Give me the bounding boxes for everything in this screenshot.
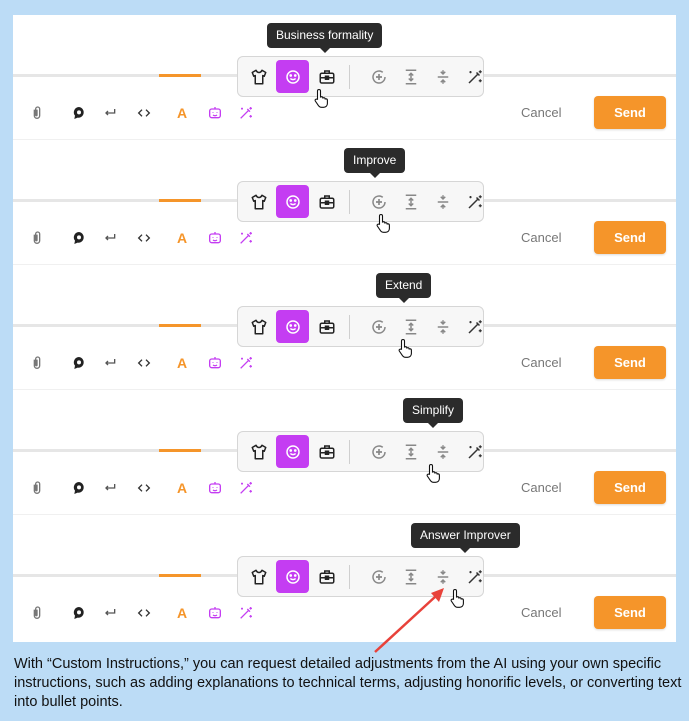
briefcase-icon [318,318,336,336]
briefcase-icon [318,193,336,211]
send-button[interactable]: Send [594,471,666,504]
improve-button[interactable] [362,60,395,93]
casual-button[interactable] [242,435,275,468]
smiley-icon [284,318,302,336]
editor-panel [13,265,676,390]
extend-button[interactable] [394,185,427,218]
cancel-button[interactable]: Cancel [521,605,562,620]
casual-button[interactable] [242,560,275,593]
magic-wand-icon[interactable] [237,604,255,622]
shirt-icon [250,443,268,461]
paperclip-icon[interactable] [28,604,46,622]
chat-bubble-icon[interactable] [70,229,88,247]
message-toolbar [13,601,676,625]
chat-bubble-icon[interactable] [70,104,88,122]
return-icon[interactable] [101,604,119,622]
shirt-icon [250,193,268,211]
compress-vertical-icon [434,68,452,86]
message-toolbar [13,351,676,375]
code-icon[interactable] [135,229,153,247]
send-button[interactable]: Send [594,221,666,254]
simplify-button[interactable] [426,310,459,343]
paperclip-icon[interactable] [28,354,46,372]
sparkle-refresh-icon [370,193,388,211]
expand-vertical-icon [402,193,420,211]
caption-text: With “Custom Instructions,” you can request detailed adjustments from the AI using your own specific instructions, such as adding explanations to technical terms, adjusting honorific levels, or converting text into bullet points. [14,656,682,710]
font-a-icon[interactable] [173,104,191,122]
magic-wand-icon[interactable] [237,104,255,122]
friendly-button[interactable] [276,60,309,93]
chat-bubble-icon[interactable] [70,479,88,497]
code-icon[interactable] [135,604,153,622]
active-tab-indicator [159,449,201,452]
font-label: A [176,480,188,496]
friendly-button[interactable] [276,310,309,343]
robot-icon[interactable] [206,104,224,122]
business-button[interactable] [310,310,343,343]
casual-button[interactable] [242,310,275,343]
send-button[interactable]: Send [594,596,666,629]
send-button[interactable]: Send [594,96,666,129]
magic-wand-icon [466,443,484,461]
shirt-icon [250,568,268,586]
smiley-icon [284,68,302,86]
casual-button[interactable] [242,185,275,218]
cancel-button[interactable]: Cancel [521,105,562,120]
return-icon[interactable] [101,229,119,247]
magic-wand-icon [466,318,484,336]
magic-wand-icon[interactable] [237,229,255,247]
tooltip: Business formality [267,23,382,48]
compress-vertical-icon [434,568,452,586]
send-button[interactable]: Send [594,346,666,379]
tooltip: Extend [376,273,431,298]
editor-panel [13,15,676,140]
return-icon[interactable] [101,104,119,122]
sparkle-refresh-icon [370,68,388,86]
magic-wand-icon[interactable] [237,479,255,497]
shirt-icon [250,318,268,336]
active-tab-indicator [159,324,201,327]
editor-panel [13,140,676,265]
screenshot-frame [13,15,676,642]
font-label: A [176,355,188,371]
simplify-button[interactable] [426,185,459,218]
toolbar-separator [349,65,350,89]
robot-icon[interactable] [206,354,224,372]
active-tab-indicator [159,199,201,202]
code-icon[interactable] [135,104,153,122]
smiley-icon [284,443,302,461]
robot-icon[interactable] [206,604,224,622]
sparkle-refresh-icon [370,568,388,586]
paperclip-icon[interactable] [28,104,46,122]
expand-vertical-icon [402,68,420,86]
tooltip: Improve [344,148,405,173]
font-a-icon[interactable] [173,229,191,247]
paperclip-icon[interactable] [28,229,46,247]
extend-button[interactable] [394,560,427,593]
code-icon[interactable] [135,479,153,497]
sparkle-refresh-icon [370,318,388,336]
tooltip: Simplify [403,398,463,423]
friendly-button[interactable] [276,560,309,593]
tooltip: Answer Improver [411,523,520,548]
answer-improver-button[interactable] [458,185,491,218]
font-a-icon[interactable] [173,604,191,622]
shirt-icon [250,68,268,86]
improve-button[interactable] [362,435,395,468]
casual-button[interactable] [242,60,275,93]
briefcase-icon [318,68,336,86]
magic-wand-icon [466,68,484,86]
ai-tone-popup [237,56,484,97]
font-label: A [176,230,188,246]
ai-tone-popup [237,306,484,347]
active-tab-indicator [159,574,201,577]
robot-icon[interactable] [206,229,224,247]
editor-panel [13,515,676,640]
extend-button[interactable] [394,60,427,93]
answer-improver-button[interactable] [458,310,491,343]
magic-wand-icon [466,193,484,211]
friendly-button[interactable] [276,435,309,468]
message-toolbar [13,476,676,500]
business-button[interactable] [310,560,343,593]
message-toolbar [13,226,676,250]
editor-panel [13,390,676,515]
answer-improver-button[interactable] [458,60,491,93]
return-icon[interactable] [101,354,119,372]
compress-vertical-icon [434,193,452,211]
return-icon[interactable] [101,479,119,497]
ai-tone-popup [237,556,484,597]
toolbar-separator [349,440,350,464]
compress-vertical-icon [434,318,452,336]
business-button[interactable] [310,435,343,468]
answer-improver-button[interactable] [458,435,491,468]
improve-button[interactable] [362,560,395,593]
ai-tone-popup [237,181,484,222]
expand-vertical-icon [402,568,420,586]
expand-vertical-icon [402,318,420,336]
ai-tone-popup [237,431,484,472]
paperclip-icon[interactable] [28,479,46,497]
toolbar-separator [349,190,350,214]
toolbar-separator [349,565,350,589]
friendly-button[interactable] [276,185,309,218]
briefcase-icon [318,568,336,586]
magic-wand-icon [466,568,484,586]
chat-bubble-icon[interactable] [70,604,88,622]
code-icon[interactable] [135,354,153,372]
compress-vertical-icon [434,443,452,461]
robot-icon[interactable] [206,479,224,497]
toolbar-separator [349,315,350,339]
active-tab-indicator [159,74,201,77]
business-button[interactable] [310,185,343,218]
magic-wand-icon[interactable] [237,354,255,372]
font-a-icon[interactable] [173,354,191,372]
sparkle-refresh-icon [370,443,388,461]
cancel-button[interactable]: Cancel [521,480,562,495]
font-label: A [176,105,188,121]
cancel-button[interactable]: Cancel [521,355,562,370]
simplify-button[interactable] [426,60,459,93]
smiley-icon [284,193,302,211]
font-a-icon[interactable] [173,479,191,497]
smiley-icon [284,568,302,586]
message-toolbar [13,101,676,125]
improve-button[interactable] [362,310,395,343]
expand-vertical-icon [402,443,420,461]
font-label: A [176,605,188,621]
cancel-button[interactable]: Cancel [521,230,562,245]
chat-bubble-icon[interactable] [70,354,88,372]
extend-button[interactable] [394,435,427,468]
briefcase-icon [318,443,336,461]
